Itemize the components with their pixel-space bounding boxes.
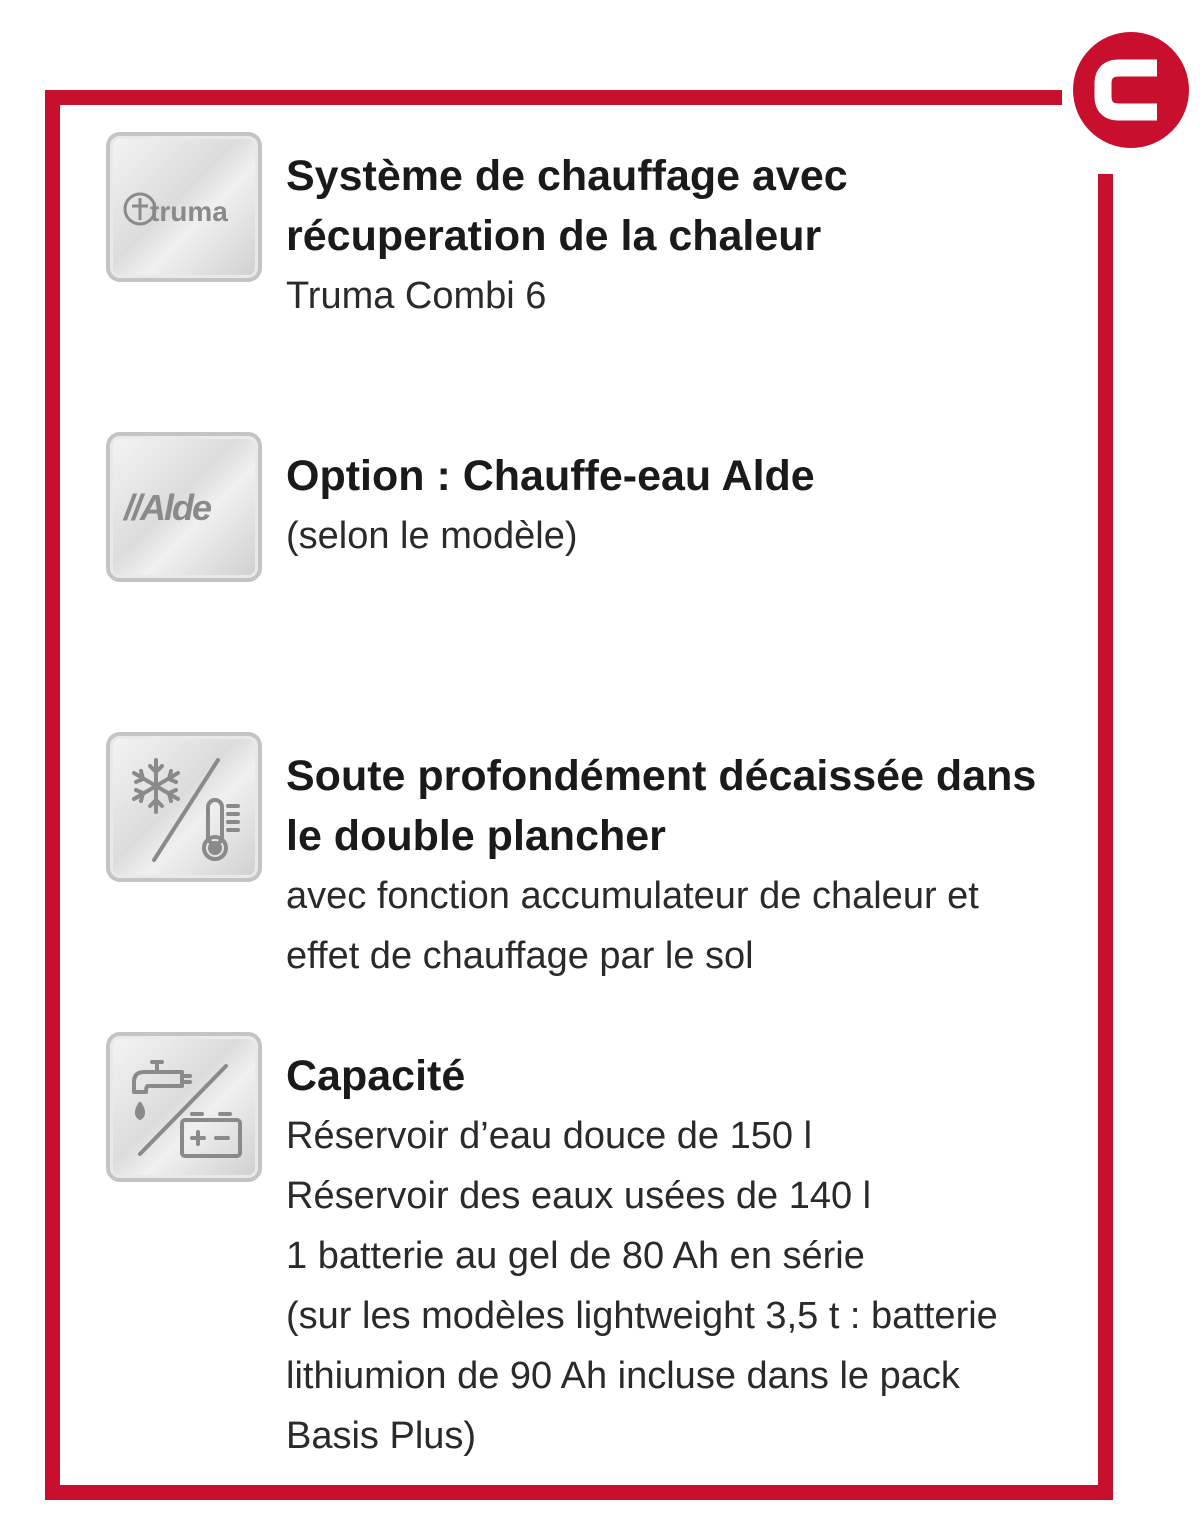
snowflake-thermometer-icon [106,732,262,882]
feature-description-line: (selon le modèle) [286,515,578,557]
feature-description-line: avec fonction accumulateur de chaleur et [286,875,979,917]
feature-text [286,746,1076,986]
feature-text [286,446,1076,566]
feature-description-line: (sur les modèles lightweight 3,5 t : batterie [286,1295,998,1337]
feature-title-line: Option : Chauffe-eau Alde [286,452,815,500]
thermometer-icon [204,800,238,859]
feature-description-line: effet de chauffage par le sol [286,935,754,977]
feature-title-line: récuperation de la chaleur [286,212,822,260]
alde-logo-text: //Alde [124,487,211,528]
feature-title-line: le double plancher [286,812,666,860]
feature-description-line: Basis Plus) [286,1415,477,1457]
truma-logo-text: truma [150,196,228,227]
feature-description-line: 1 batterie au gel de 80 Ah en série [286,1235,865,1277]
feature-title-line: Système de chauffage avec [286,152,848,200]
feature-title-line: Soute profondément décaissée dans [286,752,1037,800]
snowflake-icon [134,760,178,812]
feature-description-line: Réservoir d’eau douce de 150 l [286,1115,813,1157]
battery-icon [182,1114,240,1156]
truma-logo-icon [106,132,262,282]
feature-description-line: Truma Combi 6 [286,275,547,317]
tap-battery-icon [106,1032,262,1182]
feature-text [286,1046,1076,1466]
feature-description-line: Réservoir des eaux usées de 140 l [286,1175,872,1217]
feature-title-line: Capacité [286,1052,466,1100]
feature-description-line: lithiumion de 90 Ah incluse dans le pack [286,1355,960,1397]
brand-c-logo-icon [1073,32,1189,148]
alde-logo-icon [106,432,262,582]
feature-text [286,146,1076,326]
